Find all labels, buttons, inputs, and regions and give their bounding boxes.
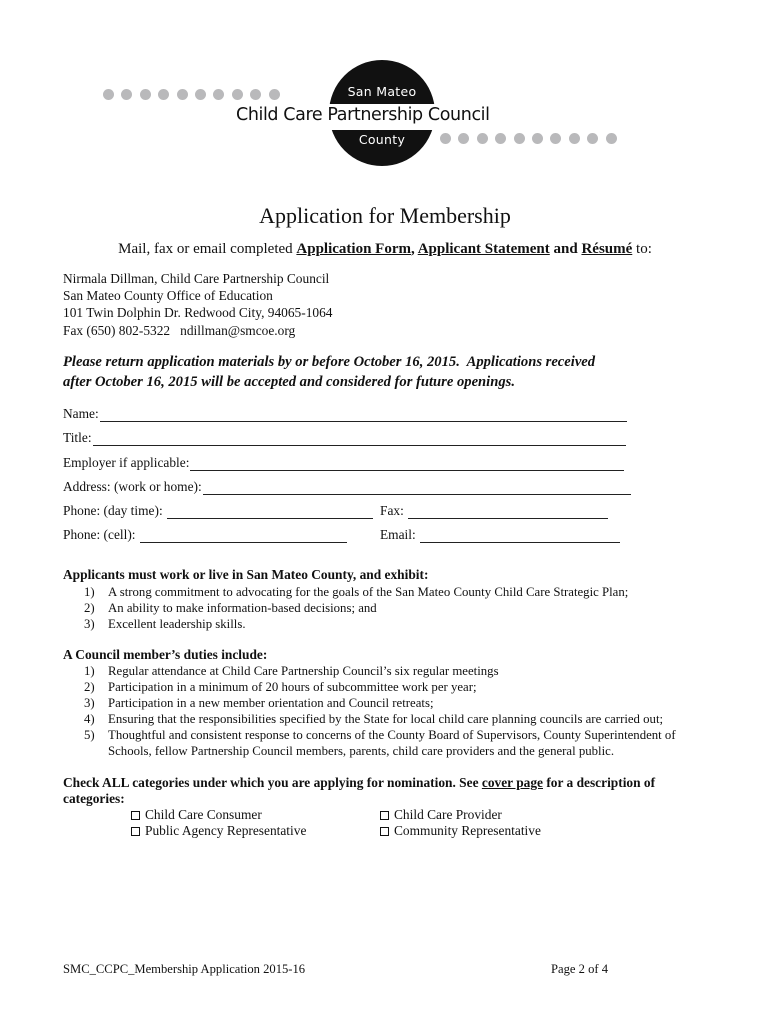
page-title: Application for Membership xyxy=(259,203,511,228)
mail-item-applicant-statement: Applicant Statement xyxy=(417,241,550,257)
checkbox-public-agency[interactable] xyxy=(131,823,306,839)
list-text: Participation in a minimum of 20 hours of subcommittee work per year; xyxy=(108,680,477,694)
duties-list xyxy=(63,663,713,759)
list-item xyxy=(63,679,713,695)
list-item xyxy=(63,584,713,600)
deadline-line: Please return application materials by or before October 16, 2015. Applications received xyxy=(63,354,596,370)
categories-heading-prefix: Check ALL categories under which you are applying for nomination. See xyxy=(63,775,482,790)
applicants-heading: Applicants must work or live in San Mateo County, and exhibit: xyxy=(63,567,429,582)
list-number: 4) xyxy=(84,712,95,726)
title-line[interactable] xyxy=(93,431,626,446)
list-text: An ability to make information-based decisions; and xyxy=(108,601,377,615)
categories-heading-suffix: for a description of categories: xyxy=(63,775,656,806)
list-item xyxy=(63,600,713,616)
logo-dots-right xyxy=(440,133,617,144)
list-item xyxy=(63,616,713,632)
mail-instruction xyxy=(0,241,770,258)
name-field[interactable] xyxy=(63,406,627,422)
checkbox-label: Community Representative xyxy=(394,823,541,838)
mail-prefix: Mail, fax or email completed xyxy=(118,241,297,257)
phone-day-line[interactable] xyxy=(167,504,373,519)
address-line: Fax (650) 802-5322 ndillman@smcoe.org xyxy=(63,322,296,338)
phone-day-label: Phone: (day time): xyxy=(63,503,167,518)
name-line[interactable] xyxy=(100,407,627,422)
fax-field[interactable] xyxy=(380,503,608,519)
checkbox-label: Child Care Provider xyxy=(394,807,502,822)
list-number: 1) xyxy=(84,664,95,678)
list-number: 2) xyxy=(84,680,95,694)
applicants-list xyxy=(63,584,713,632)
address-field[interactable] xyxy=(63,479,631,495)
address-line: 101 Twin Dolphin Dr. Redwood City, 94065-1064 xyxy=(63,305,333,321)
checkbox-child-care-provider[interactable] xyxy=(380,807,502,823)
title-field[interactable] xyxy=(63,430,626,446)
checkbox-community-rep[interactable] xyxy=(380,823,541,839)
list-item xyxy=(63,663,713,679)
phone-cell-line[interactable] xyxy=(140,528,347,543)
list-text: Regular attendance at Child Care Partnership Council’s six regular meetings xyxy=(108,664,499,678)
footer-page-number: Page 2 of 4 xyxy=(551,962,609,976)
mail-suffix: to: xyxy=(632,241,652,257)
name-label: Name: xyxy=(63,406,99,421)
checkbox-child-care-consumer[interactable] xyxy=(131,807,262,823)
employer-label: Employer if applicable: xyxy=(63,455,190,470)
checkbox-label: Public Agency Representative xyxy=(145,823,307,838)
title-label: Title: xyxy=(63,430,92,445)
mail-sep: and xyxy=(549,241,582,257)
employer-line[interactable] xyxy=(190,456,624,471)
list-number: 1) xyxy=(84,585,95,599)
deadline-notice xyxy=(63,352,595,392)
logo-bottom-text: County xyxy=(358,132,406,147)
logo-name: Child Care Partnership Council xyxy=(236,105,490,125)
list-number: 2) xyxy=(84,601,95,615)
list-text: Excellent leadership skills. xyxy=(108,617,246,631)
list-number: 3) xyxy=(84,617,95,631)
fax-line[interactable] xyxy=(408,504,608,519)
phone-day-field[interactable] xyxy=(63,503,373,519)
list-text: Ensuring that the responsibilities specified by the State for local child care planning councils are carried out; xyxy=(108,712,664,726)
address-line: Nirmala Dillman, Child Care Partnership Council xyxy=(63,271,330,286)
address-line-input[interactable] xyxy=(203,480,631,495)
logo-top-text: San Mateo xyxy=(347,84,417,99)
checkbox-icon[interactable] xyxy=(380,811,389,820)
logo-dots-left xyxy=(103,89,280,100)
checkbox-label: Child Care Consumer xyxy=(145,807,262,822)
address-label: Address: (work or home): xyxy=(63,479,202,494)
categories-heading xyxy=(63,775,703,807)
footer-doc-name: SMC_CCPC_Membership Application 2015-16 xyxy=(63,962,306,976)
fax-label: Fax: xyxy=(380,503,408,518)
list-text: Thoughtful and consistent response to concerns of the County Board of Supervisors, County Superintendent of Schools, fellow Partnership Council members, parents, child care providers and the general public. xyxy=(108,728,676,758)
list-item xyxy=(63,695,713,711)
mailing-address xyxy=(63,270,332,339)
checkbox-icon[interactable] xyxy=(131,811,140,820)
mail-item-application-form: Application Form xyxy=(296,241,411,257)
email-line[interactable] xyxy=(420,528,620,543)
email-field[interactable] xyxy=(380,527,620,543)
list-number: 5) xyxy=(84,728,95,742)
duties-heading: A Council member’s duties include: xyxy=(63,647,268,662)
checkbox-icon[interactable] xyxy=(380,827,389,836)
address-line: San Mateo County Office of Education xyxy=(63,288,273,304)
list-item xyxy=(63,711,713,727)
email-label: Email: xyxy=(380,527,420,542)
phone-cell-field[interactable] xyxy=(63,527,347,543)
list-item xyxy=(63,727,713,759)
list-number: 3) xyxy=(84,696,95,710)
list-text: Participation in a new member orientation and Council retreats; xyxy=(108,696,434,710)
mail-sep: , xyxy=(411,241,418,257)
list-text: A strong commitment to advocating for the goals of the San Mateo County Child Care Strategic Plan; xyxy=(108,585,629,599)
cover-page-link: cover page xyxy=(481,775,543,790)
deadline-line: after October 16, 2015 will be accepted and considered for future openings. xyxy=(63,374,515,390)
employer-field[interactable] xyxy=(63,455,624,471)
mail-item-resume: Résumé xyxy=(581,241,633,257)
checkbox-icon[interactable] xyxy=(131,827,140,836)
phone-cell-label: Phone: (cell): xyxy=(63,527,139,542)
